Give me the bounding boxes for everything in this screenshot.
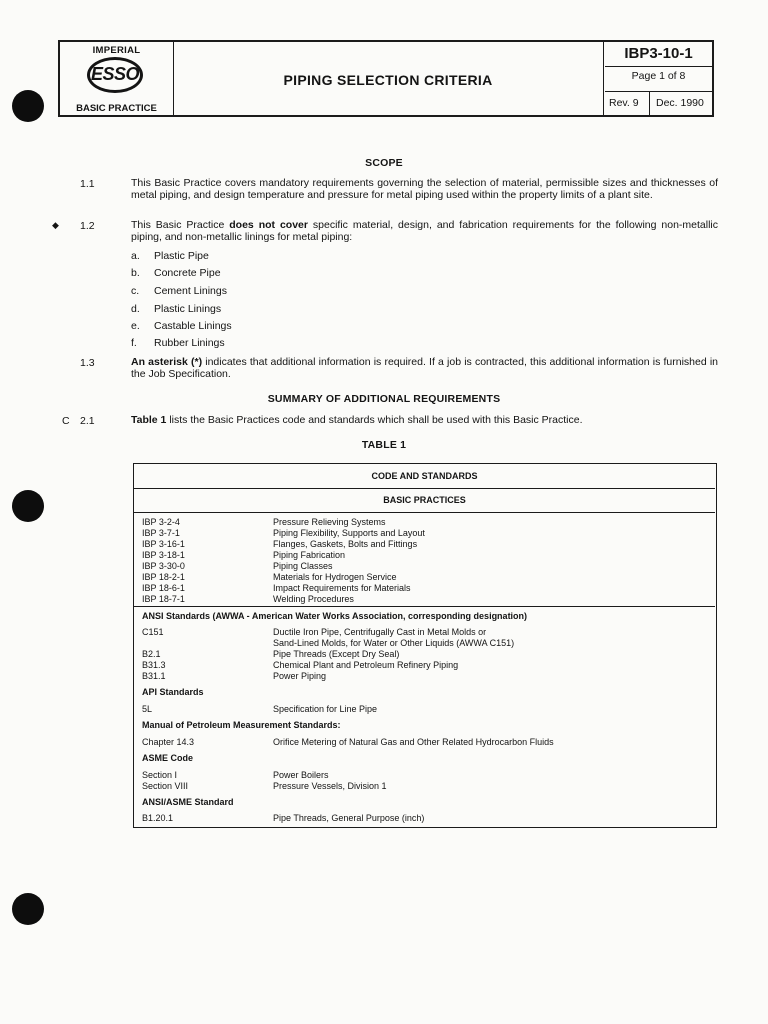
table-cell-code: IBP 3-18-1	[142, 550, 185, 560]
practice-label: BASIC PRACTICE	[76, 103, 157, 114]
table-cell-desc: Pressure Relieving Systems	[273, 517, 386, 527]
header-title-cell	[173, 42, 604, 115]
table-cell-code: B31.3	[142, 660, 166, 670]
table-cell-code: Section VIII	[142, 781, 189, 791]
table-cell-code: 5L	[142, 704, 153, 714]
table-header: CODE AND STANDARDS	[371, 471, 478, 481]
list-item: b. Concrete Pipe	[131, 267, 221, 279]
table-cell-code: IBP 18-6-1	[142, 583, 185, 593]
list-item: e. Castable Linings	[131, 320, 232, 332]
punch-hole-middle	[12, 490, 44, 522]
change-marker: C	[62, 415, 70, 427]
table-cell-desc: Specification for Line Pipe	[273, 704, 378, 714]
table-cell-desc: Piping Fabrication	[273, 550, 346, 560]
table-caption: TABLE 1	[361, 439, 407, 451]
table-cell-desc: Pressure Vessels, Division 1	[273, 781, 387, 791]
punch-hole-top	[12, 90, 44, 122]
para-number-1-2: 1.2	[80, 220, 95, 232]
list-item: a. Plastic Pipe	[131, 250, 209, 262]
list-item: f. Rubber Linings	[131, 337, 225, 349]
table-cell-code: C151	[142, 627, 164, 637]
table-cell-code: IBP 3-2-4	[142, 517, 180, 527]
table-cell-desc: Pipe Threads (Except Dry Seal)	[273, 649, 400, 659]
para-number-1-3: 1.3	[80, 357, 95, 369]
table-cell-code: B1.20.1	[142, 813, 174, 823]
table-subheader: BASIC PRACTICES	[383, 495, 466, 505]
para-2-1: Table 1 lists the Basic Practices code and standards which shall be used with this Basic Practice.	[131, 414, 583, 426]
table-cell-desc: Power Piping	[273, 671, 327, 681]
esso-logo: ESSO	[87, 57, 143, 93]
table-cell-desc: Flanges, Gaskets, Bolts and Fittings	[273, 539, 418, 549]
asme-heading: ASME Code	[142, 753, 194, 763]
table-cell-desc: Pipe Threads, General Purpose (inch)	[273, 813, 425, 823]
ansi-heading: ANSI Standards (AWWA - American Water Works Association, corresponding designation)	[142, 611, 528, 621]
para-number-1-1: 1.1	[80, 178, 95, 190]
punch-hole-bottom	[12, 893, 44, 925]
table-cell-desc: Sand-Lined Molds, for Water or Other Liquids (AWWA C151)	[273, 638, 515, 648]
table-cell-desc: Materials for Hydrogen Service	[273, 572, 397, 582]
para-number-2-1: 2.1	[80, 415, 95, 427]
table-cell-code: B31.1	[142, 671, 166, 681]
divider	[134, 512, 715, 513]
table-cell-code: IBP 18-2-1	[142, 572, 185, 582]
para-1-1: This Basic Practice covers mandatory requirements governing the selection of material, permissible sizes and thicknesses of metal piping, and design temperature and pressure for metal piping used within the property limits of a plant site.	[131, 177, 718, 201]
api-heading: API Standards	[142, 687, 204, 697]
table-cell-code: IBP 3-16-1	[142, 539, 185, 549]
divider	[649, 91, 650, 115]
summary-heading: SUMMARY OF ADDITIONAL REQUIREMENTS	[267, 393, 501, 405]
table-cell-desc: Orifice Metering of Natural Gas and Other Related Hydrocarbon Fluids	[273, 737, 554, 747]
table-cell-code: Chapter 14.3	[142, 737, 195, 747]
change-marker: ◆	[52, 220, 59, 230]
table-cell-desc: Ductile Iron Pipe, Centrifugally Cast in Metal Molds or	[273, 627, 487, 637]
revision-date: Dec. 1990	[656, 97, 704, 109]
table-cell-desc: Chemical Plant and Petroleum Refinery Piping	[273, 660, 459, 670]
scope-heading: SCOPE	[365, 157, 403, 169]
para-1-3: An asterisk (*) indicates that additional information is required. If a job is contracted, this additional information is furnished in the Job Specification.	[131, 356, 718, 380]
table-cell-code: Section I	[142, 770, 178, 780]
document-title: PIPING SELECTION CRITERIA	[283, 72, 493, 88]
table-cell-desc: Impact Requirements for Materials	[273, 583, 411, 593]
page-number: Page 1 of 8	[631, 70, 686, 82]
document-number: IBP3-10-1	[624, 45, 693, 62]
table-cell-desc: Piping Classes	[273, 561, 333, 571]
table-cell-code: IBP 18-7-1	[142, 594, 185, 604]
revision: Rev. 9	[609, 97, 639, 109]
code-standards-table	[133, 463, 717, 828]
divider	[605, 66, 712, 67]
para-1-2: This Basic Practice does not cover specific material, design, and fabrication requirements for the following non-metallic piping, and non-metallic linings for metal piping:	[131, 219, 718, 243]
mpms-heading: Manual of Petroleum Measurement Standards:	[142, 720, 341, 730]
divider	[605, 91, 712, 92]
table-cell-code: IBP 3-30-0	[142, 561, 185, 571]
document-header	[58, 40, 714, 117]
divider	[134, 606, 715, 607]
table-cell-desc: Piping Flexibility, Supports and Layout	[273, 528, 425, 538]
divider	[134, 488, 715, 489]
table-cell-desc: Power Boilers	[273, 770, 329, 780]
header-info-cell	[605, 42, 712, 115]
ansi-asme-heading: ANSI/ASME Standard	[142, 797, 234, 807]
list-item: c. Cement Linings	[131, 285, 227, 297]
table-cell-desc: Welding Procedures	[273, 594, 354, 604]
table-cell-code: B2.1	[142, 649, 161, 659]
list-item: d. Plastic Linings	[131, 303, 222, 315]
org-name: IMPERIAL	[92, 45, 141, 56]
table-cell-code: IBP 3-7-1	[142, 528, 180, 538]
header-logo-cell	[60, 42, 174, 115]
